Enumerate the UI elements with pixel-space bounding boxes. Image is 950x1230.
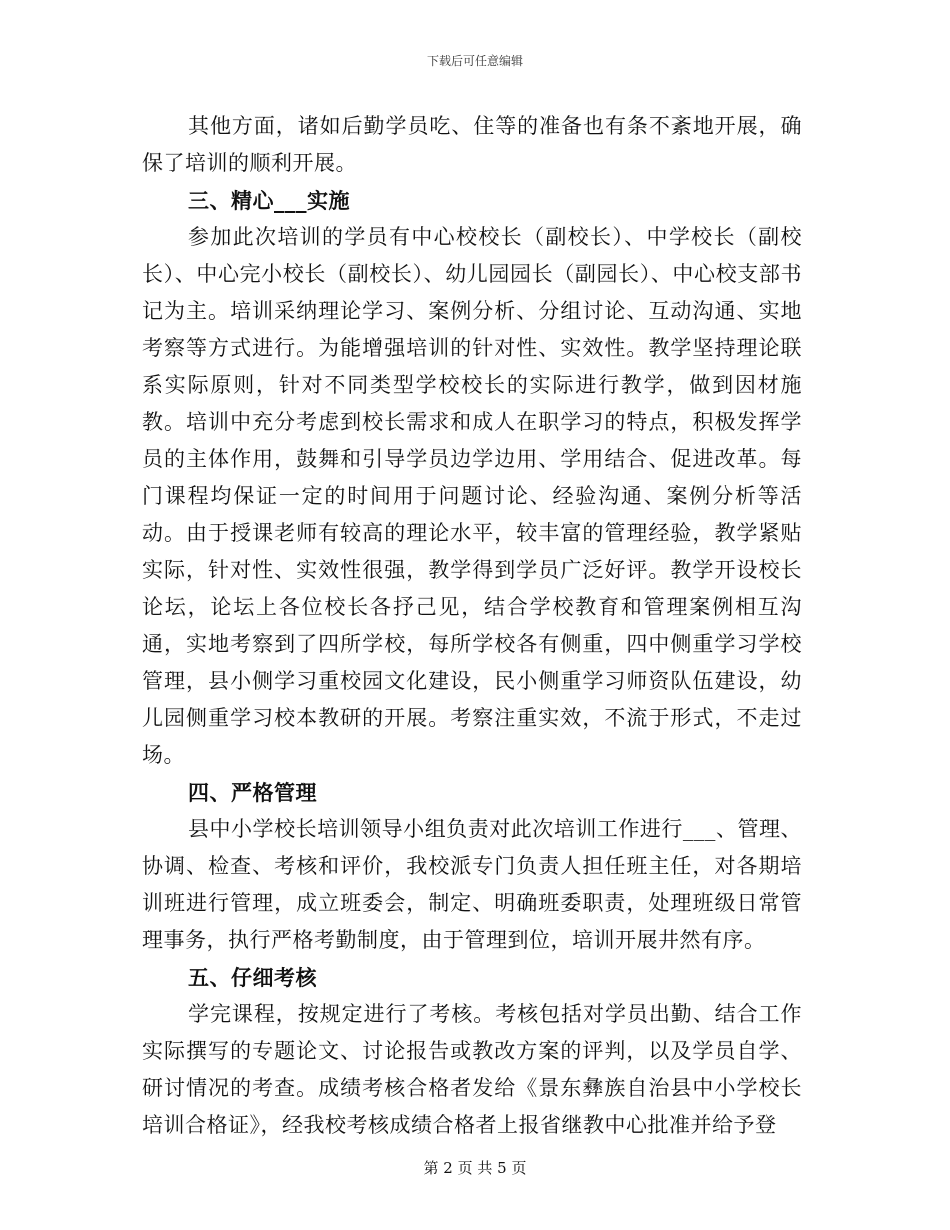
paragraph-management: 县中小学校长培训领导小组负责对此次培训工作进行___、管理、协调、检查、考核和评价，我校派专门负责人担任班主任，对各期培训班进行管理，成立班委会，制定、明确班委职责，处理班级日常管理事务，执行严格考勤制度，由于管理到位，培训开展井然有序。 bbox=[142, 817, 802, 952]
paragraph-logistics: 其他方面，诸如后勤学员吃、住等的准备也有条不紊地开展，确保了培训的顺利开展。 bbox=[142, 114, 802, 175]
paragraph-assessment: 学完课程，按规定进行了考核。考核包括对学员出勤、结合工作实际撰写的专题论文、讨论报告或教改方案的评判，以及学员自学、研讨情况的考查。成绩考核合格者发给《景东彝族自治县中小学校长培训合格证》，经我校考核成绩合格者上报省继教中心批准并给予登 bbox=[142, 1002, 802, 1137]
page-number: 第 2 页 共 5 页 bbox=[423, 1159, 527, 1177]
paragraph-implementation: 参加此次培训的学员有中心校校长（副校长）、中学校长（副校长）、中心完小校长（副校长）、幼儿园园长（副园长）、中心校支部书记为主。培训采纳理论学习、案例分析、分组讨论、互动沟通、实地考察等方式进行。为能增强培训的针对性、实效性。教学坚持理论联系实际原则，针对不同类型学校校长的实际进行教学，做到因材施教。培训中充分考虑到校长需求和成人在职学习的特点，积极发挥学员的主体作用，鼓舞和引导学员边学边用、学用结合、促进改革。每门课程均保证一定的时间用于问题讨论、经验沟通、案例分析等活动。由于授课老师有较高的理论水平，较丰富的管理经验，教学紧贴实际，针对性、实效性很强，教学得到学员广泛好评。教学开设校长论坛，论坛上各位校长各抒己见，结合学校教育和管理案例相互沟通，实地考察到了四所学校，每所学校各有侧重，四中侧重学习学校管理，县小侧学习重校园文化建设，民小侧重学习师资队伍建设，幼儿园侧重学习校本教研的开展。考察注重实效，不流于形式，不走过场。 bbox=[142, 225, 802, 767]
page-header: 下载后可任意编辑 bbox=[426, 54, 523, 68]
document-body bbox=[142, 108, 802, 1144]
section-heading-3: 三、精心___实施 bbox=[188, 188, 350, 213]
section-heading-4: 四、严格管理 bbox=[188, 780, 317, 805]
section-heading-5: 五、仔细考核 bbox=[188, 965, 317, 990]
